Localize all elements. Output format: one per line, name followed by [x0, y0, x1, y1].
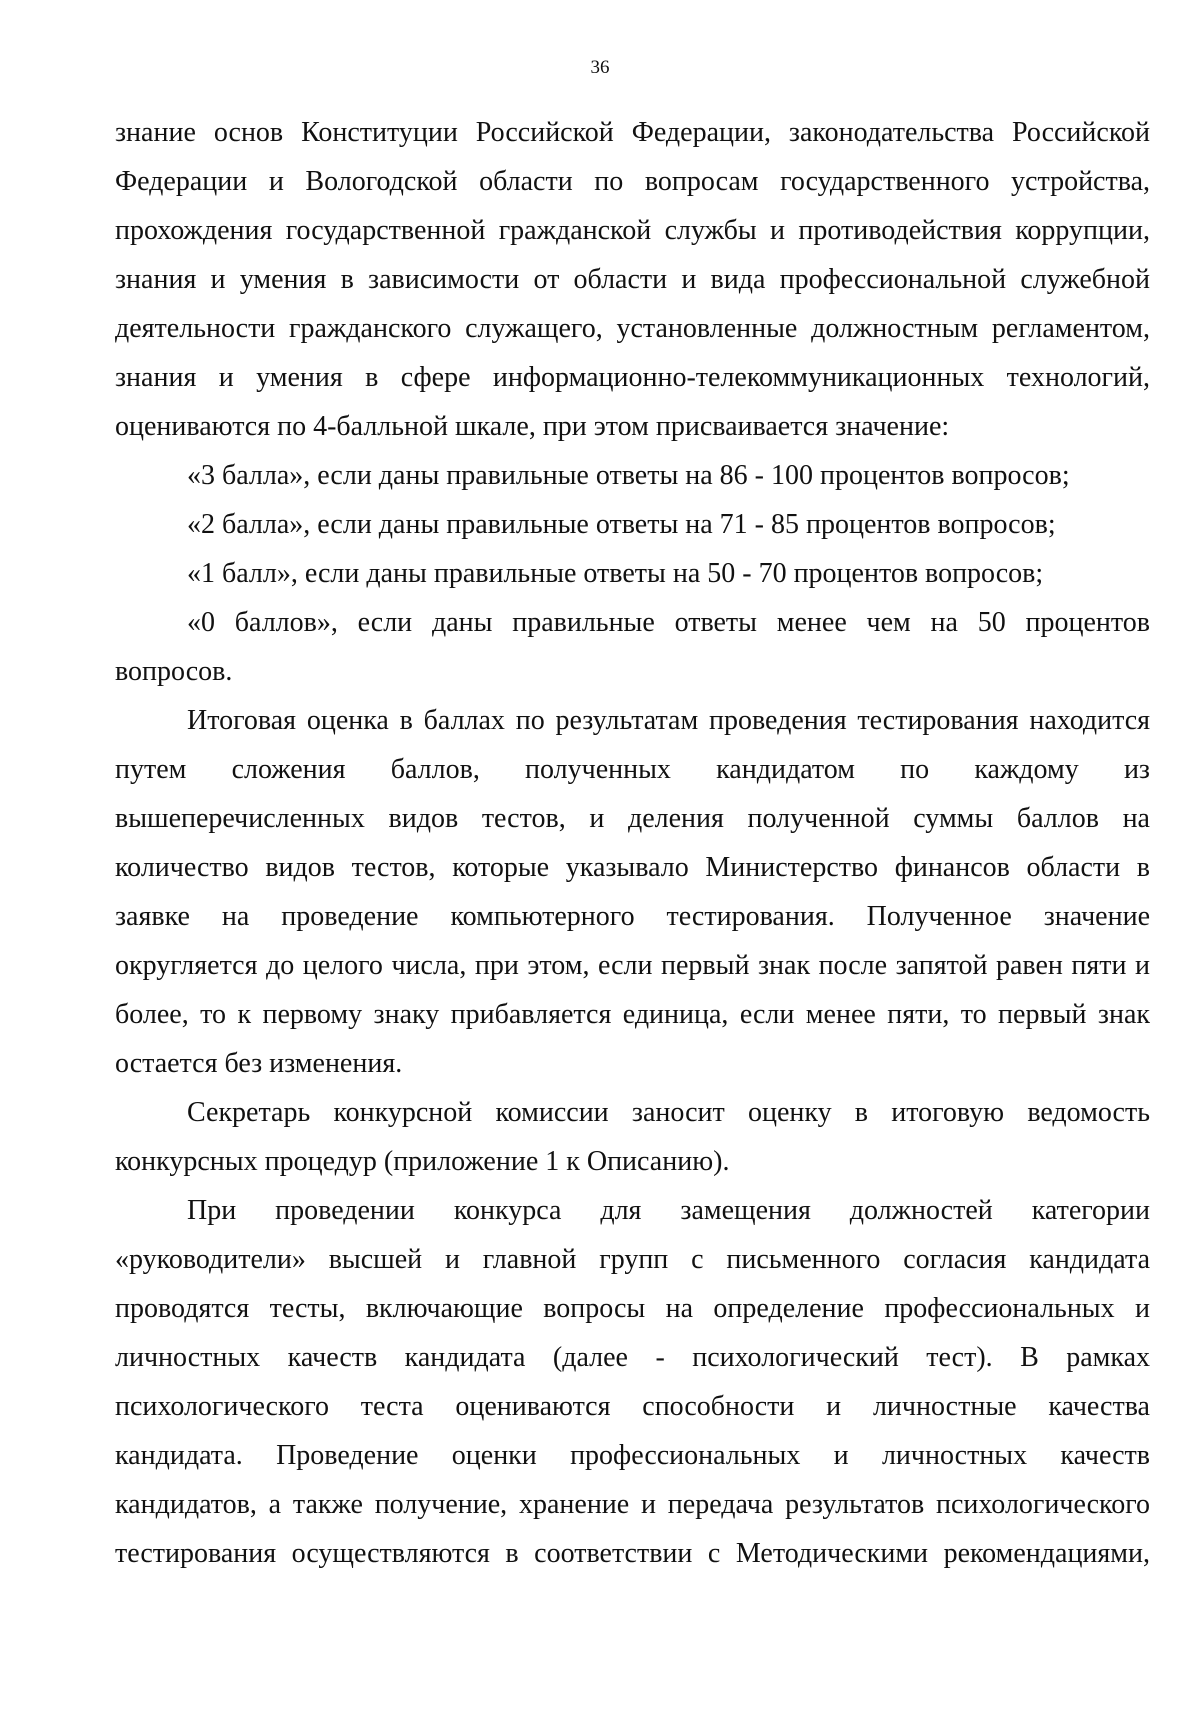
- paragraph-p4: [115, 549, 1150, 598]
- text-line: прохождения государственной гражданской службы и противодействия коррупции,: [115, 215, 1150, 246]
- text-line: При проведении конкурса для замещения должностей категории: [187, 1195, 1150, 1226]
- text-line: количество видов тестов, которые указывало Министерство финансов области в: [115, 852, 1150, 883]
- text-line: проводятся тесты, включающие вопросы на определение профессиональных и: [115, 1293, 1150, 1324]
- text-line: «2 балла», если даны правильные ответы на 71 - 85 процентов вопросов;: [187, 509, 1056, 540]
- text-line: «руководители» высшей и главной групп с письменного согласия кандидата: [115, 1244, 1150, 1275]
- text-line: остается без изменения.: [115, 1048, 403, 1079]
- text-line: вопросов.: [115, 656, 233, 687]
- paragraph-p5: [115, 598, 1150, 696]
- paragraph-p6: [115, 696, 1150, 1088]
- paragraph-p8: [115, 1186, 1150, 1578]
- text-line: кандидатов, а также получение, хранение и передача результатов психологического: [115, 1489, 1150, 1520]
- text-line: Секретарь конкурсной комиссии заносит оценку в итоговую ведомость: [187, 1097, 1150, 1128]
- text-line: конкурсных процедур (приложение 1 к Описанию).: [115, 1146, 730, 1177]
- paragraph-p7: [115, 1088, 1150, 1186]
- text-line: кандидата. Проведение оценки профессиональных и личностных качеств: [115, 1440, 1150, 1471]
- text-line: Федерации и Вологодской области по вопросам государственного устройства,: [115, 166, 1150, 197]
- text-line: Итоговая оценка в баллах по результатам проведения тестирования находится: [187, 705, 1150, 736]
- text-line: знание основ Конституции Российской Федерации, законодательства Российской: [115, 117, 1150, 148]
- text-line: знания и умения в зависимости от области и вида профессиональной служебной: [115, 264, 1150, 295]
- text-line: «0 баллов», если даны правильные ответы менее чем на 50 процентов: [187, 607, 1150, 638]
- paragraph-p3: [115, 500, 1150, 549]
- text-line: «1 балл», если даны правильные ответы на 50 - 70 процентов вопросов;: [187, 558, 1044, 589]
- text-line: деятельности гражданского служащего, установленные должностным регламентом,: [115, 313, 1150, 344]
- paragraph-p2: [115, 451, 1150, 500]
- page-number: 36: [590, 57, 610, 78]
- text-line: более, то к первому знаку прибавляется единица, если менее пяти, то первый знак: [115, 999, 1150, 1030]
- text-line: личностных качеств кандидата (далее - психологический тест). В рамках: [115, 1342, 1150, 1373]
- text-line: «3 балла», если даны правильные ответы на 86 - 100 процентов вопросов;: [187, 460, 1070, 491]
- text-line: путем сложения баллов, полученных кандидатом по каждому из: [115, 754, 1150, 785]
- document-body: [115, 108, 1150, 1578]
- text-line: знания и умения в сфере информационно-телекоммуникационных технологий,: [115, 362, 1150, 393]
- text-line: округляется до целого числа, при этом, если первый знак после запятой равен пяти и: [115, 950, 1150, 981]
- text-line: психологического теста оцениваются способности и личностные качества: [115, 1391, 1150, 1422]
- text-line: оцениваются по 4-балльной шкале, при этом присваивается значение:: [115, 411, 950, 442]
- paragraph-p1: [115, 108, 1150, 451]
- text-line: вышеперечисленных видов тестов, и деления полученной суммы баллов на: [115, 803, 1150, 834]
- text-line: заявке на проведение компьютерного тестирования. Полученное значение: [115, 901, 1150, 932]
- text-line: тестирования осуществляются в соответствии с Методическими рекомендациями,: [115, 1538, 1150, 1569]
